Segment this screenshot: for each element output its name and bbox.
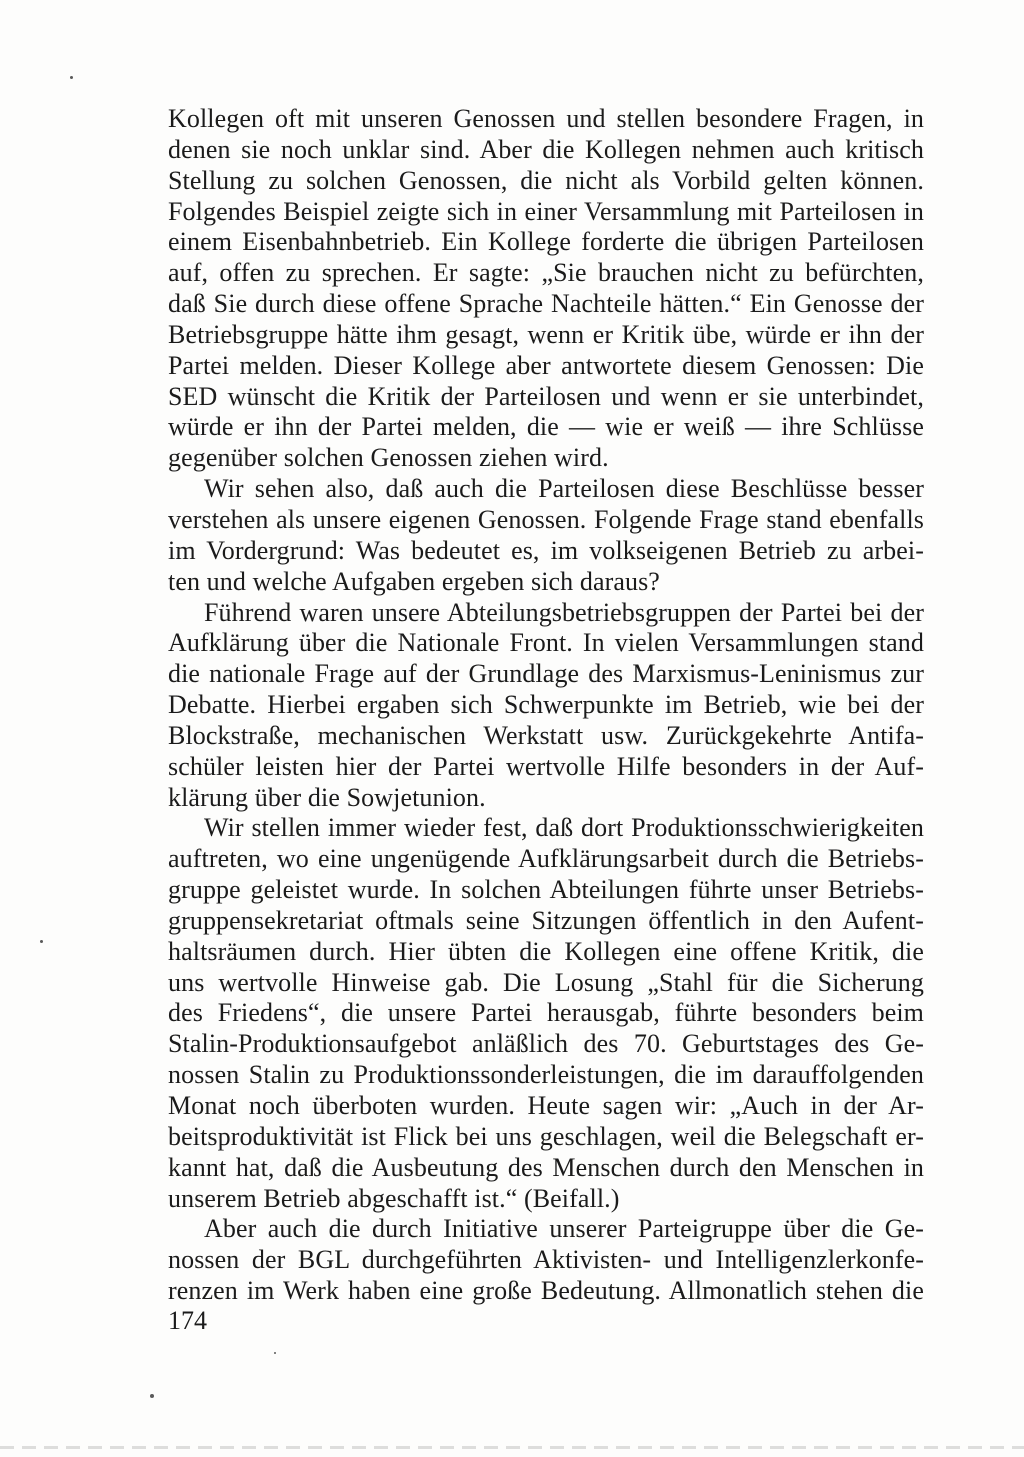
- text-line: einem Eisenbahnbetrieb. Ein Kollege forderte die übrigen Parteilosen: [168, 227, 924, 257]
- text-line: Kollegen oft mit unseren Genossen und stellen besondere Fragen, in: [168, 104, 924, 133]
- page-number: 174: [168, 1306, 207, 1335]
- text-line: ten und welche Aufgaben ergeben sich daraus?: [168, 566, 660, 596]
- text-line: auftreten, wo eine ungenügende Aufklärungsarbeit durch die Betriebs-: [168, 844, 924, 874]
- scan-speck: [70, 76, 73, 79]
- text-line: Debatte. Hierbei ergaben sich Schwerpunkte im Betrieb, wie bei der: [168, 690, 924, 720]
- text-line: gruppensekretariat oftmals seine Sitzungen öffentlich in den Aufent-: [168, 905, 924, 935]
- text-line: schüler leisten hier der Partei wertvolle Hilfe besonders in der Auf-: [168, 751, 924, 781]
- scan-speck: [150, 1394, 154, 1398]
- text-line: Aber auch die durch Initiative unserer Parteigruppe über die Ge-: [204, 1214, 924, 1244]
- text-line: Partei melden. Dieser Kollege aber antwortete diesem Genossen: Die: [168, 350, 924, 380]
- text-line: Blockstraße, mechanischen Werkstatt usw. Zurückgekehrte Antifa-: [168, 720, 924, 750]
- text-line: Stellung zu solchen Genossen, die nicht als Vorbild gelten können.: [168, 165, 924, 195]
- text-line: auf, offen zu sprechen. Er sagte: „Sie brauchen nicht zu befürchten,: [168, 258, 924, 288]
- text-line: unserem Betrieb abgeschafft ist.“ (Beifall.): [168, 1183, 620, 1213]
- text-line: Wir stellen immer wieder fest, daß dort Produktionsschwierigkeiten: [204, 813, 924, 843]
- text-line: haltsräumen durch. Hier übten die Kollegen eine offene Kritik, die: [168, 936, 924, 966]
- text-line: Aufklärung über die Nationale Front. In vielen Versammlungen stand: [168, 628, 924, 658]
- text-line: klärung über die Sowjetunion.: [168, 782, 486, 812]
- text-line: Führend waren unsere Abteilungsbetriebsgruppen der Partei bei der: [204, 597, 924, 627]
- text-line: gegenüber solchen Genossen ziehen wird.: [168, 443, 609, 473]
- text-line: des Friedens“, die unsere Partei herausgab, führte besonders beim: [168, 998, 924, 1028]
- paragraph: [168, 813, 924, 1214]
- paragraph: [168, 104, 924, 474]
- paragraph: [168, 474, 924, 597]
- text-line: die nationale Frage auf der Grundlage des Marxismus-Leninismus zur: [168, 659, 924, 689]
- text-line: SED wünscht die Kritik der Parteilosen und wenn er sie unterbindet,: [168, 381, 924, 411]
- text-line: nossen der BGL durchgeführten Aktivisten- und Intelligenzlerkonfe-: [168, 1245, 924, 1275]
- text-line: Folgendes Beispiel zeigte sich in einer Versammlung mit Parteilosen in: [168, 196, 924, 226]
- text-line: denen sie noch unklar sind. Aber die Kollegen nehmen auch kritisch: [168, 134, 924, 164]
- text-line: Monat noch überboten wurden. Heute sagen wir: „Auch in der Ar-: [168, 1091, 924, 1120]
- text-line: Betriebsgruppe hätte ihm gesagt, wenn er Kritik übe, würde er ihn der: [168, 319, 924, 349]
- scan-speck: [274, 1352, 276, 1354]
- text-line: kannt hat, daß die Ausbeutung des Menschen durch den Menschen in: [168, 1152, 924, 1182]
- text-line: uns wertvolle Hinweise gab. Die Losung „Stahl für die Sicherung: [168, 967, 924, 997]
- paragraph: [168, 1214, 924, 1307]
- text-line: gruppe geleistet wurde. In solchen Abteilungen führte unser Betriebs-: [168, 875, 924, 905]
- text-line: beitsproduktivität ist Flick bei uns geschlagen, weil die Belegschaft er-: [168, 1121, 924, 1151]
- scan-speck: [40, 940, 43, 943]
- body-text: [168, 104, 924, 1307]
- text-line: Stalin-Produktionsaufgebot anläßlich des 70. Geburtstages des Ge-: [168, 1029, 924, 1059]
- text-line: daß Sie durch diese offene Sprache Nachteile hätten.“ Ein Genosse der: [168, 289, 924, 319]
- scan-edge: [0, 1446, 1024, 1449]
- text-line: renzen im Werk haben eine große Bedeutung. Allmonatlich stehen die: [168, 1276, 924, 1306]
- text-line: Wir sehen also, daß auch die Parteilosen diese Beschlüsse besser: [204, 474, 924, 504]
- text-line: im Vordergrund: Was bedeutet es, im volkseigenen Betrieb zu arbei-: [168, 535, 924, 565]
- text-line: verstehen als unsere eigenen Genossen. Folgende Frage stand ebenfalls: [168, 504, 924, 534]
- paragraph: [168, 598, 924, 814]
- text-line: würde er ihn der Partei melden, die — wie er weiß — ihre Schlüsse: [168, 412, 924, 442]
- text-line: nossen Stalin zu Produktionssonderleistungen, die im darauffolgenden: [168, 1060, 924, 1090]
